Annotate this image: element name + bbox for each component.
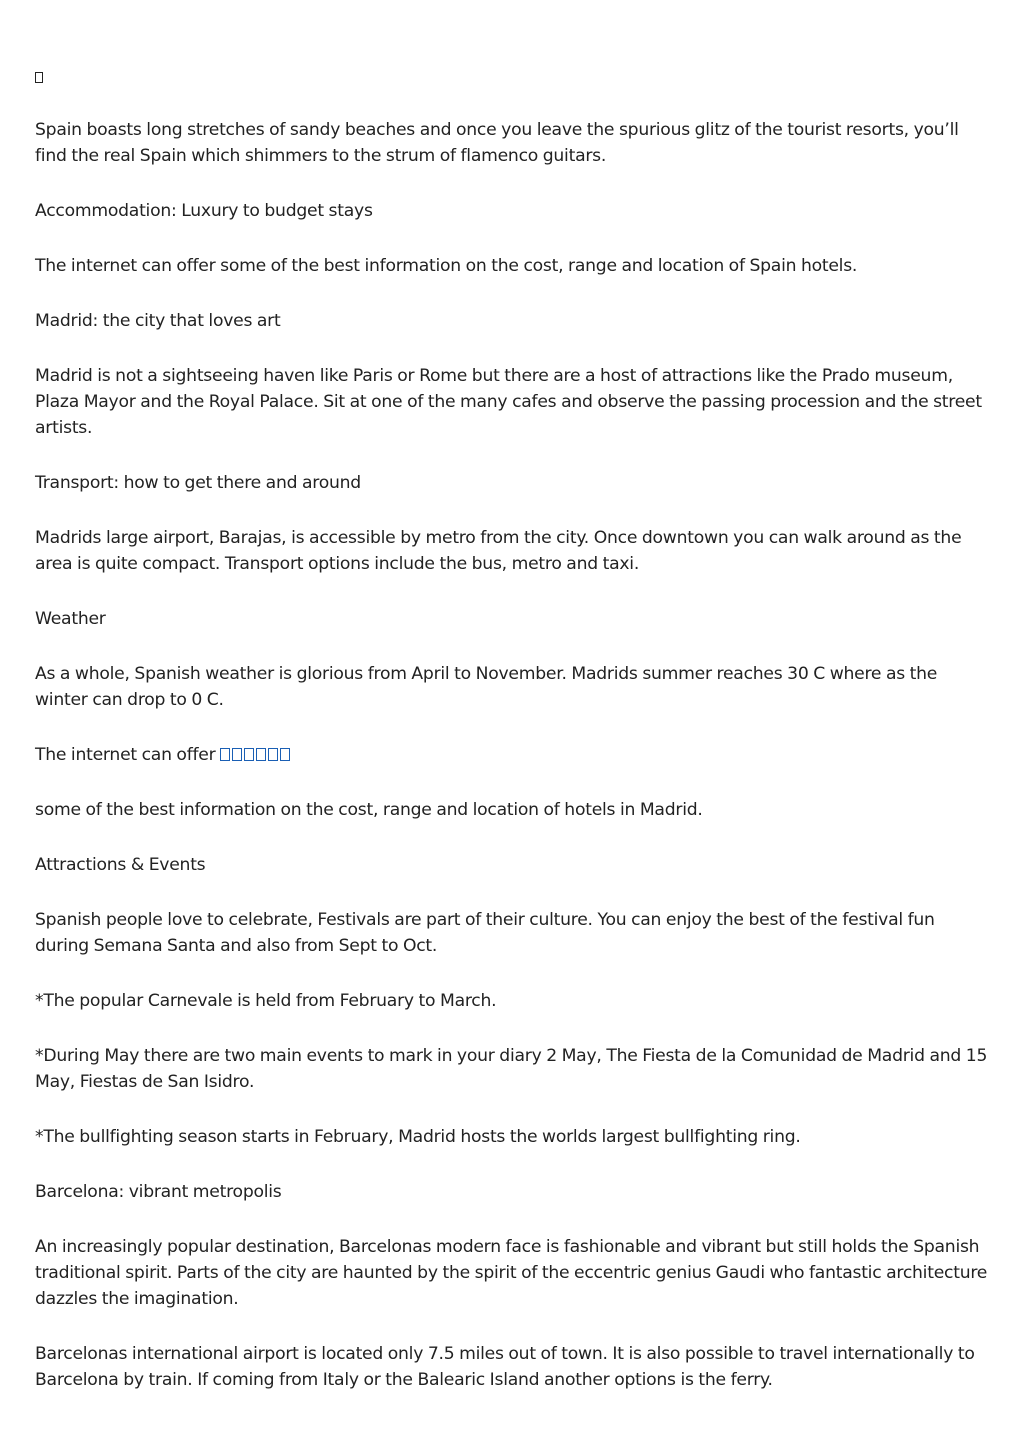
- intro-paragraph: Spain boasts long stretches of sandy beaches and once you leave the spurious glitz of the tourist resorts, you’ll find the real Spain which shimmers to the strum of flamenco guitars.: [35, 120, 959, 166]
- paragraph-transport: Madrids large airport, Barajas, is accessible by metro from the city. Once downtown you can walk around as the area is quite compact. Transport options include the bus, metro and taxi.: [35, 528, 962, 574]
- hotels-link[interactable]: [220, 748, 290, 761]
- paragraph-with-link: [35, 742, 990, 768]
- missing-glyph-icon: [35, 62, 990, 92]
- link-glyph-icon: [280, 748, 290, 761]
- link-glyph-icon: [232, 748, 242, 761]
- document-body: [35, 62, 990, 1422]
- heading-accommodation: Accommodation: Luxury to budget stays: [35, 201, 373, 221]
- heading-madrid: Madrid: the city that loves art: [35, 311, 281, 331]
- bullet-bullfighting: *The bullfighting season starts in February, Madrid hosts the worlds largest bullfighting ring.: [35, 1127, 801, 1147]
- paragraph-madrid-hotels: some of the best information on the cost, range and location of hotels in Madrid.: [35, 800, 703, 820]
- link-glyph-icon: [256, 748, 266, 761]
- missing-glyph-box: [35, 72, 43, 83]
- link-glyph-icon: [244, 748, 254, 761]
- heading-weather: Weather: [35, 609, 106, 629]
- paragraph-madrid-attractions: Madrid is not a sightseeing haven like Paris or Rome but there are a host of attractions like the Prado museum, Plaza Mayor and the Royal Palace. Sit at one of the many cafes and observe the passing procession and the street artists.: [35, 366, 982, 438]
- paragraph-barcelona-airport: Barcelonas international airport is located only 7.5 miles out of town. It is also possible to travel internationally to Barcelona by train. If coming from Italy or the Balearic Island another options is the ferry.: [35, 1344, 975, 1390]
- paragraph-weather: As a whole, Spanish weather is glorious from April to November. Madrids summer reaches 30 C where as the winter can drop to 0 C.: [35, 664, 938, 710]
- bullet-may-events: *During May there are two main events to mark in your diary 2 May, The Fiesta de la Comunidad de Madrid and 15 May, Fiestas de San Isidro.: [35, 1046, 988, 1092]
- heading-transport: Transport: how to get there and around: [35, 473, 361, 493]
- heading-barcelona: Barcelona: vibrant metropolis: [35, 1182, 282, 1202]
- bullet-carnevale: *The popular Carnevale is held from February to March.: [35, 991, 497, 1011]
- link-glyph-icon: [268, 748, 278, 761]
- paragraph-barcelona: An increasingly popular destination, Barcelonas modern face is fashionable and vibrant but still holds the Spanish traditional spirit. Parts of the city are haunted by the spirit of the eccentric genius Gaudi who fantastic architecture dazzles the imagination.: [35, 1237, 988, 1309]
- link-glyph-icon: [220, 748, 230, 761]
- paragraph-festivals: Spanish people love to celebrate, Festivals are part of their culture. You can enjoy the best of the festival fun during Semana Santa and also from Sept to Oct.: [35, 910, 935, 956]
- heading-attractions-events: Attractions & Events: [35, 855, 206, 875]
- link-prefix-text: The internet can offer: [35, 745, 221, 765]
- paragraph-hotels-info: The internet can offer some of the best information on the cost, range and location of Spain hotels.: [35, 256, 858, 276]
